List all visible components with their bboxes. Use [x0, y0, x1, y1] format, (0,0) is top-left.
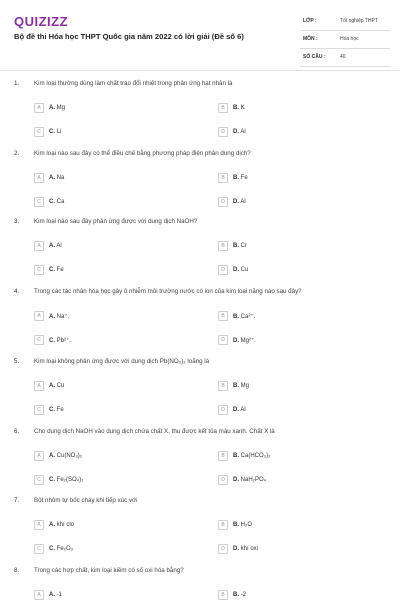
option-key: D.	[233, 545, 239, 552]
answer-option-c[interactable]	[34, 405, 204, 415]
answer-option-b[interactable]	[218, 381, 388, 391]
option-letter-box[interactable]: C	[34, 544, 44, 554]
option-text	[49, 267, 64, 273]
meta-label: LỚP :	[303, 18, 317, 24]
option-key: B.	[233, 242, 239, 249]
answer-option-a[interactable]	[34, 103, 204, 113]
answer-option-a[interactable]	[34, 590, 204, 600]
question-text: Kim loại thường dùng làm chất trao đổi nhiệt trong phản ứng hạt nhân là	[34, 80, 233, 87]
answer-option-b[interactable]	[218, 520, 388, 530]
answer-option-b[interactable]	[218, 173, 388, 183]
option-text	[49, 337, 71, 344]
option-key: B.	[233, 591, 239, 598]
answer-option-d[interactable]	[218, 197, 388, 207]
option-letter-box[interactable]: D	[218, 405, 228, 415]
option-value: Al	[239, 198, 246, 205]
answer-option-b[interactable]	[218, 241, 388, 251]
answer-option-a[interactable]	[34, 173, 204, 183]
option-text	[233, 199, 246, 205]
option-key: C.	[49, 476, 55, 483]
option-letter-box[interactable]: C	[34, 335, 44, 345]
meta-value: 40	[340, 54, 346, 60]
question-number: 3.	[14, 218, 20, 225]
option-text	[49, 105, 65, 111]
option-key: D.	[233, 337, 239, 344]
option-key: B.	[233, 313, 239, 320]
option-text	[49, 129, 61, 135]
answer-option-c[interactable]	[34, 544, 204, 554]
option-letter-box[interactable]: A	[34, 381, 44, 391]
option-text	[233, 407, 246, 413]
option-letter-box[interactable]: C	[34, 405, 44, 415]
answer-option-d[interactable]	[218, 335, 388, 345]
option-letter-box[interactable]: A	[34, 451, 44, 461]
option-value: khí oxi	[239, 545, 259, 552]
quizizz-logo: QUIZIZZ	[14, 14, 69, 29]
option-key: B.	[233, 382, 239, 389]
option-key: C.	[49, 545, 55, 552]
option-text	[233, 129, 246, 135]
option-key: C.	[49, 266, 55, 273]
option-text	[49, 383, 64, 389]
option-text	[49, 522, 74, 528]
option-letter-box[interactable]: D	[218, 197, 228, 207]
option-value: Ca(HCO₃)₂	[239, 452, 271, 459]
option-text	[49, 592, 62, 598]
option-text	[233, 546, 258, 552]
option-text	[233, 453, 270, 459]
option-text	[49, 313, 69, 320]
option-text	[233, 592, 246, 598]
answer-option-d[interactable]	[218, 544, 388, 554]
option-value: Fe	[239, 174, 248, 181]
answer-option-b[interactable]	[218, 590, 388, 600]
question-text: Kim loại nào sau đây phản ứng được với dung dịch NaOH?	[34, 218, 198, 225]
answer-option-a[interactable]	[34, 451, 204, 461]
answer-option-b[interactable]	[218, 103, 388, 113]
meta-value: Hóa học	[340, 36, 359, 42]
answer-option-c[interactable]	[34, 197, 204, 207]
answer-option-a[interactable]	[34, 311, 204, 321]
option-text	[233, 477, 266, 483]
option-value: Mg	[55, 104, 66, 111]
answer-option-d[interactable]	[218, 265, 388, 275]
option-key: A.	[49, 174, 55, 181]
meta-row-class	[300, 13, 390, 31]
question-number: 8.	[14, 567, 20, 574]
option-text	[49, 477, 84, 483]
option-letter-box[interactable]: C	[34, 265, 44, 275]
option-letter-box[interactable]: D	[218, 127, 228, 137]
option-value: Al	[239, 406, 246, 413]
option-value: Pb²⁺.	[55, 337, 71, 344]
option-value: Ca²⁺.	[239, 313, 256, 320]
option-key: A.	[49, 591, 55, 598]
option-text	[233, 175, 248, 181]
page-title: Bộ đề thi Hóa học THPT Quốc gia năm 2022 có lời giải (Đề số 6)	[14, 32, 244, 41]
meta-row-count	[300, 49, 390, 67]
option-letter-box[interactable]: C	[34, 475, 44, 485]
option-value: NaH₂PO₄	[239, 476, 267, 483]
option-value: Fe₂O₃	[55, 545, 74, 552]
answer-option-a[interactable]	[34, 241, 204, 251]
option-letter-box[interactable]: B	[218, 381, 228, 391]
answer-option-a[interactable]	[34, 520, 204, 530]
option-value: Al	[55, 242, 62, 249]
option-text	[49, 453, 82, 459]
option-value: -1	[55, 591, 63, 598]
option-value: Na⁺.	[55, 313, 70, 320]
option-key: B.	[233, 452, 239, 459]
option-letter-box[interactable]: B	[218, 311, 228, 321]
option-letter-box[interactable]: A	[34, 590, 44, 600]
meta-row-subject	[300, 31, 390, 49]
option-key: C.	[49, 406, 55, 413]
option-letter-box[interactable]: D	[218, 335, 228, 345]
question-number: 1.	[14, 80, 20, 87]
question-text: Bột nhôm tự bốc cháy khi tiếp xúc với	[34, 497, 138, 504]
option-text	[49, 199, 64, 205]
option-value: Na	[55, 174, 65, 181]
question-number: 7.	[14, 497, 20, 504]
option-value: khí clo	[55, 521, 75, 528]
option-value: Fe	[55, 266, 64, 273]
option-value: Fe	[55, 406, 64, 413]
option-value: Mg²⁺.	[239, 337, 256, 344]
question-text: Kim loại nào sau đây có thể điều chế bằng phương pháp điện phân dung dịch?	[34, 150, 251, 157]
option-letter-box[interactable]: B	[218, 451, 228, 461]
option-letter-box[interactable]: A	[34, 311, 44, 321]
option-text	[233, 383, 249, 389]
option-key: C.	[49, 337, 55, 344]
option-key: A.	[49, 382, 55, 389]
option-letter-box[interactable]: B	[218, 520, 228, 530]
option-text	[233, 243, 247, 249]
option-key: A.	[49, 313, 55, 320]
question-text: Trong các tác nhân hóa học gây ô nhiễm môi trường nước có ion của kim loại nặng nào sau đây?	[34, 288, 302, 295]
option-key: A.	[49, 242, 55, 249]
option-value: H₂O	[239, 521, 252, 528]
meta-value: Tốt nghiệp THPT	[340, 18, 378, 24]
question-text: Cho dung dịch NaOH vào dung dịch chứa chất X, thu được kết tủa màu xanh. Chất X là	[34, 428, 275, 435]
answer-option-d[interactable]	[218, 475, 388, 485]
answer-option-c[interactable]	[34, 127, 204, 137]
option-letter-box[interactable]: D	[218, 265, 228, 275]
question-number: 2.	[14, 150, 20, 157]
option-value: Al	[239, 128, 246, 135]
question-number: 5.	[14, 358, 20, 365]
answer-option-d[interactable]	[218, 127, 388, 137]
meta-label: MÔN :	[303, 36, 318, 42]
option-value: Li	[55, 128, 62, 135]
answer-option-b[interactable]	[218, 311, 388, 321]
answer-option-a[interactable]	[34, 381, 204, 391]
option-letter-box[interactable]: D	[218, 544, 228, 554]
option-letter-box[interactable]: A	[34, 520, 44, 530]
option-text	[233, 337, 256, 344]
option-letter-box[interactable]: C	[34, 197, 44, 207]
option-value: K	[239, 104, 245, 111]
option-key: C.	[49, 128, 55, 135]
option-text	[233, 267, 248, 273]
option-key: D.	[233, 266, 239, 273]
option-key: B.	[233, 521, 239, 528]
option-key: C.	[49, 198, 55, 205]
question-number: 6.	[14, 428, 20, 435]
option-value: Cu	[55, 382, 65, 389]
option-key: B.	[233, 174, 239, 181]
option-value: Cr	[239, 242, 247, 249]
option-value: Cu(NO₃)₂	[55, 452, 83, 459]
option-value: Cu	[239, 266, 249, 273]
answer-option-b[interactable]	[218, 451, 388, 461]
option-letter-box[interactable]: A	[34, 241, 44, 251]
option-key: D.	[233, 406, 239, 413]
question-number: 4.	[14, 288, 20, 295]
header-divider	[0, 70, 400, 71]
option-key: D.	[233, 198, 239, 205]
meta-table	[300, 13, 390, 67]
option-text	[49, 175, 64, 181]
option-text	[49, 407, 64, 413]
option-letter-box[interactable]: B	[218, 173, 228, 183]
option-letter-box[interactable]: A	[34, 173, 44, 183]
option-key: A.	[49, 104, 55, 111]
answer-option-c[interactable]	[34, 335, 204, 345]
option-text	[49, 546, 73, 552]
option-value: Ca	[55, 198, 65, 205]
meta-label: SỐ CÂU :	[303, 54, 326, 60]
answer-option-c[interactable]	[34, 475, 204, 485]
option-letter-box[interactable]: B	[218, 590, 228, 600]
option-text	[49, 243, 62, 249]
option-key: B.	[233, 104, 239, 111]
option-key: A.	[49, 452, 55, 459]
document-header	[0, 0, 400, 70]
option-letter-box[interactable]: C	[34, 127, 44, 137]
option-text	[233, 105, 245, 111]
option-value: Mg	[239, 382, 250, 389]
option-key: A.	[49, 521, 55, 528]
answer-option-c[interactable]	[34, 265, 204, 275]
answer-option-d[interactable]	[218, 405, 388, 415]
option-letter-box[interactable]: D	[218, 475, 228, 485]
option-value: -2	[239, 591, 247, 598]
option-value: Fe₂(SO₄)₃	[55, 476, 84, 483]
option-text	[233, 313, 255, 320]
option-text	[233, 522, 252, 528]
question-text: Kim loại không phản ứng được với dung dịch Pb(NO₃)₂ loãng là	[34, 358, 210, 365]
option-letter-box[interactable]: B	[218, 241, 228, 251]
option-letter-box[interactable]: A	[34, 103, 44, 113]
option-key: D.	[233, 128, 239, 135]
question-text: Trong các hợp chất, kim loại kiềm có số oxi hóa bằng?	[34, 567, 184, 574]
option-letter-box[interactable]: B	[218, 103, 228, 113]
option-key: D.	[233, 476, 239, 483]
